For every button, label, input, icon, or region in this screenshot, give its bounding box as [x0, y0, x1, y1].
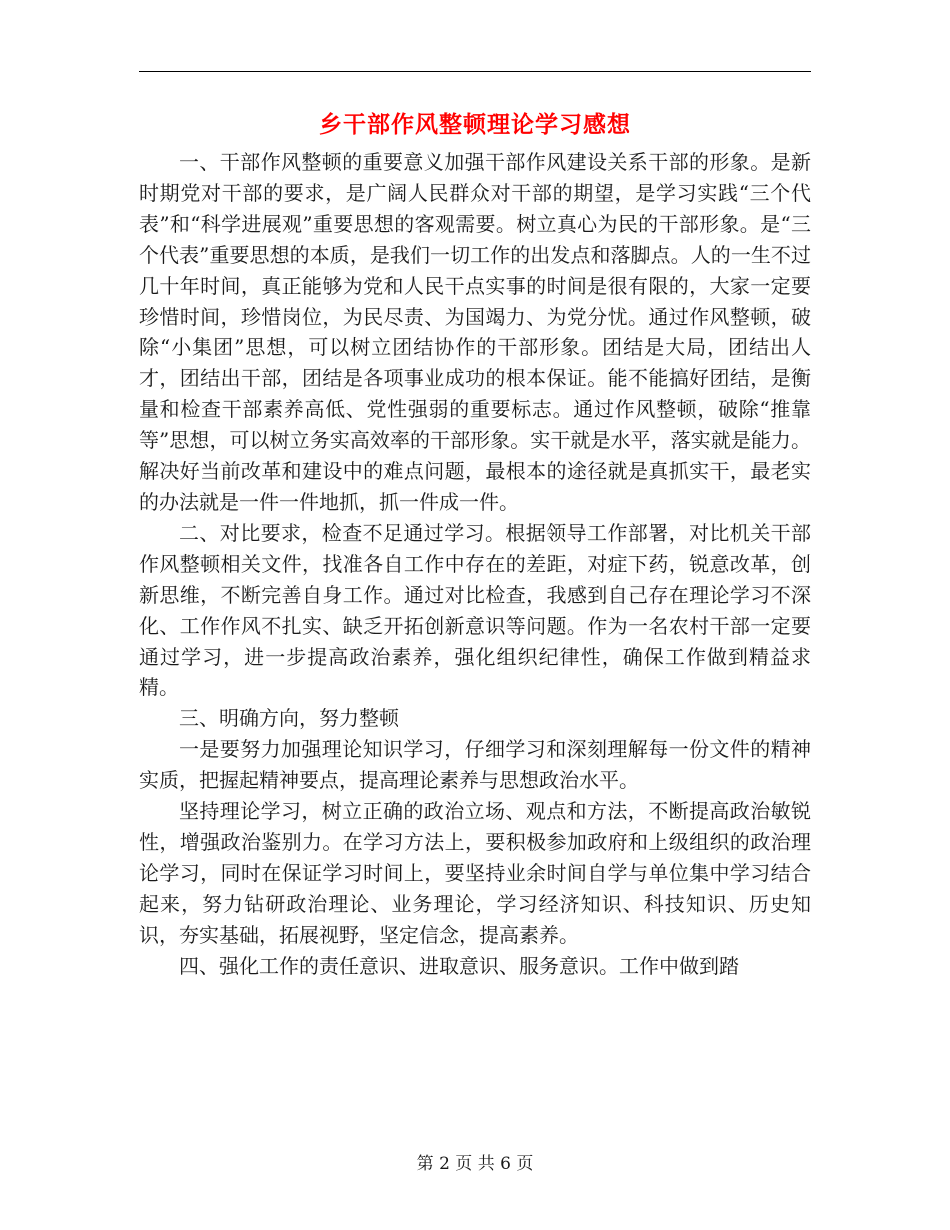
paragraph-theory-study: 一是要努力加强理论知识学习，仔细学习和深刻理解每一份文件的精神实质，把握起精神要点，提高理论素养与思想政治水平。	[139, 737, 811, 793]
paragraph-persist-study: 坚持理论学习，树立正确的政治立场、观点和方法，不断提高政治敏锐性，增强政治鉴别力。在学习方法上，要积极参加政府和上级组织的政治理论学习，同时在保证学习时间上，要坚持业余时间自学与单位集中学习结合起来，努力钻研政治理论、业务理论，学习经济知识、科技知识、历史知识，夯实基础，拓展视野，坚定信念，提高素养。	[139, 799, 811, 947]
header-rule	[139, 71, 811, 72]
document-title: 乡干部作风整顿理论学习感想	[319, 111, 631, 138]
page-number-footer: 第 2 页 共 6 页	[416, 1154, 534, 1174]
paragraph-comparison: 二、对比要求，检查不足通过学习。根据领导工作部署，对比机关干部作风整顿相关文件，找准各自工作中存在的差距，对症下药，锐意改革，创新思维，不断完善自身工作。通过对比检查，我感到自己存在理论学习不深化、工作作风不扎实、缺乏开拓创新意识等问题。作为一名农村干部一定要通过学习，进一步提高政治素养，强化组织纪律性，确保工作做到精益求精。	[139, 520, 811, 700]
document-body	[139, 147, 811, 981]
paragraph-significance: 一、干部作风整顿的重要意义加强干部作风建设关系干部的形象。是新时期党对干部的要求，是广阔人民群众对干部的期望，是学习实践“三个代表”和“科学进展观”重要思想的客观需要。树立真心为民的干部形象。是“三个代表”重要思想的本质，是我们一切工作的出发点和落脚点。人的一生不过几十年时间，真正能够为党和人民干点实事的时间是很有限的，大家一定要珍惜时间，珍惜岗位，为民尽责、为国竭力、为党分忧。通过作风整顿，破除“小集团”思想，可以树立团结协作的干部形象。团结是大局，团结出人才，团结出干部，团结是各项事业成功的根本保证。能不能搞好团结，是衡量和检查干部素养高低、党性强弱的重要标志。通过作风整顿，破除“推靠等”思想，可以树立务实高效率的干部形象。实干就是水平，落实就是能力。解决好当前改革和建设中的难点问题，最根本的途径就是真抓实干，最老实的办法就是一件一件地抓，抓一件成一件。	[139, 150, 811, 514]
paragraph-direction-heading: 三、明确方向，努力整顿	[179, 706, 399, 731]
paragraph-responsibility: 四、强化工作的责任意识、进取意识、服务意识。工作中做到踏	[179, 953, 739, 978]
